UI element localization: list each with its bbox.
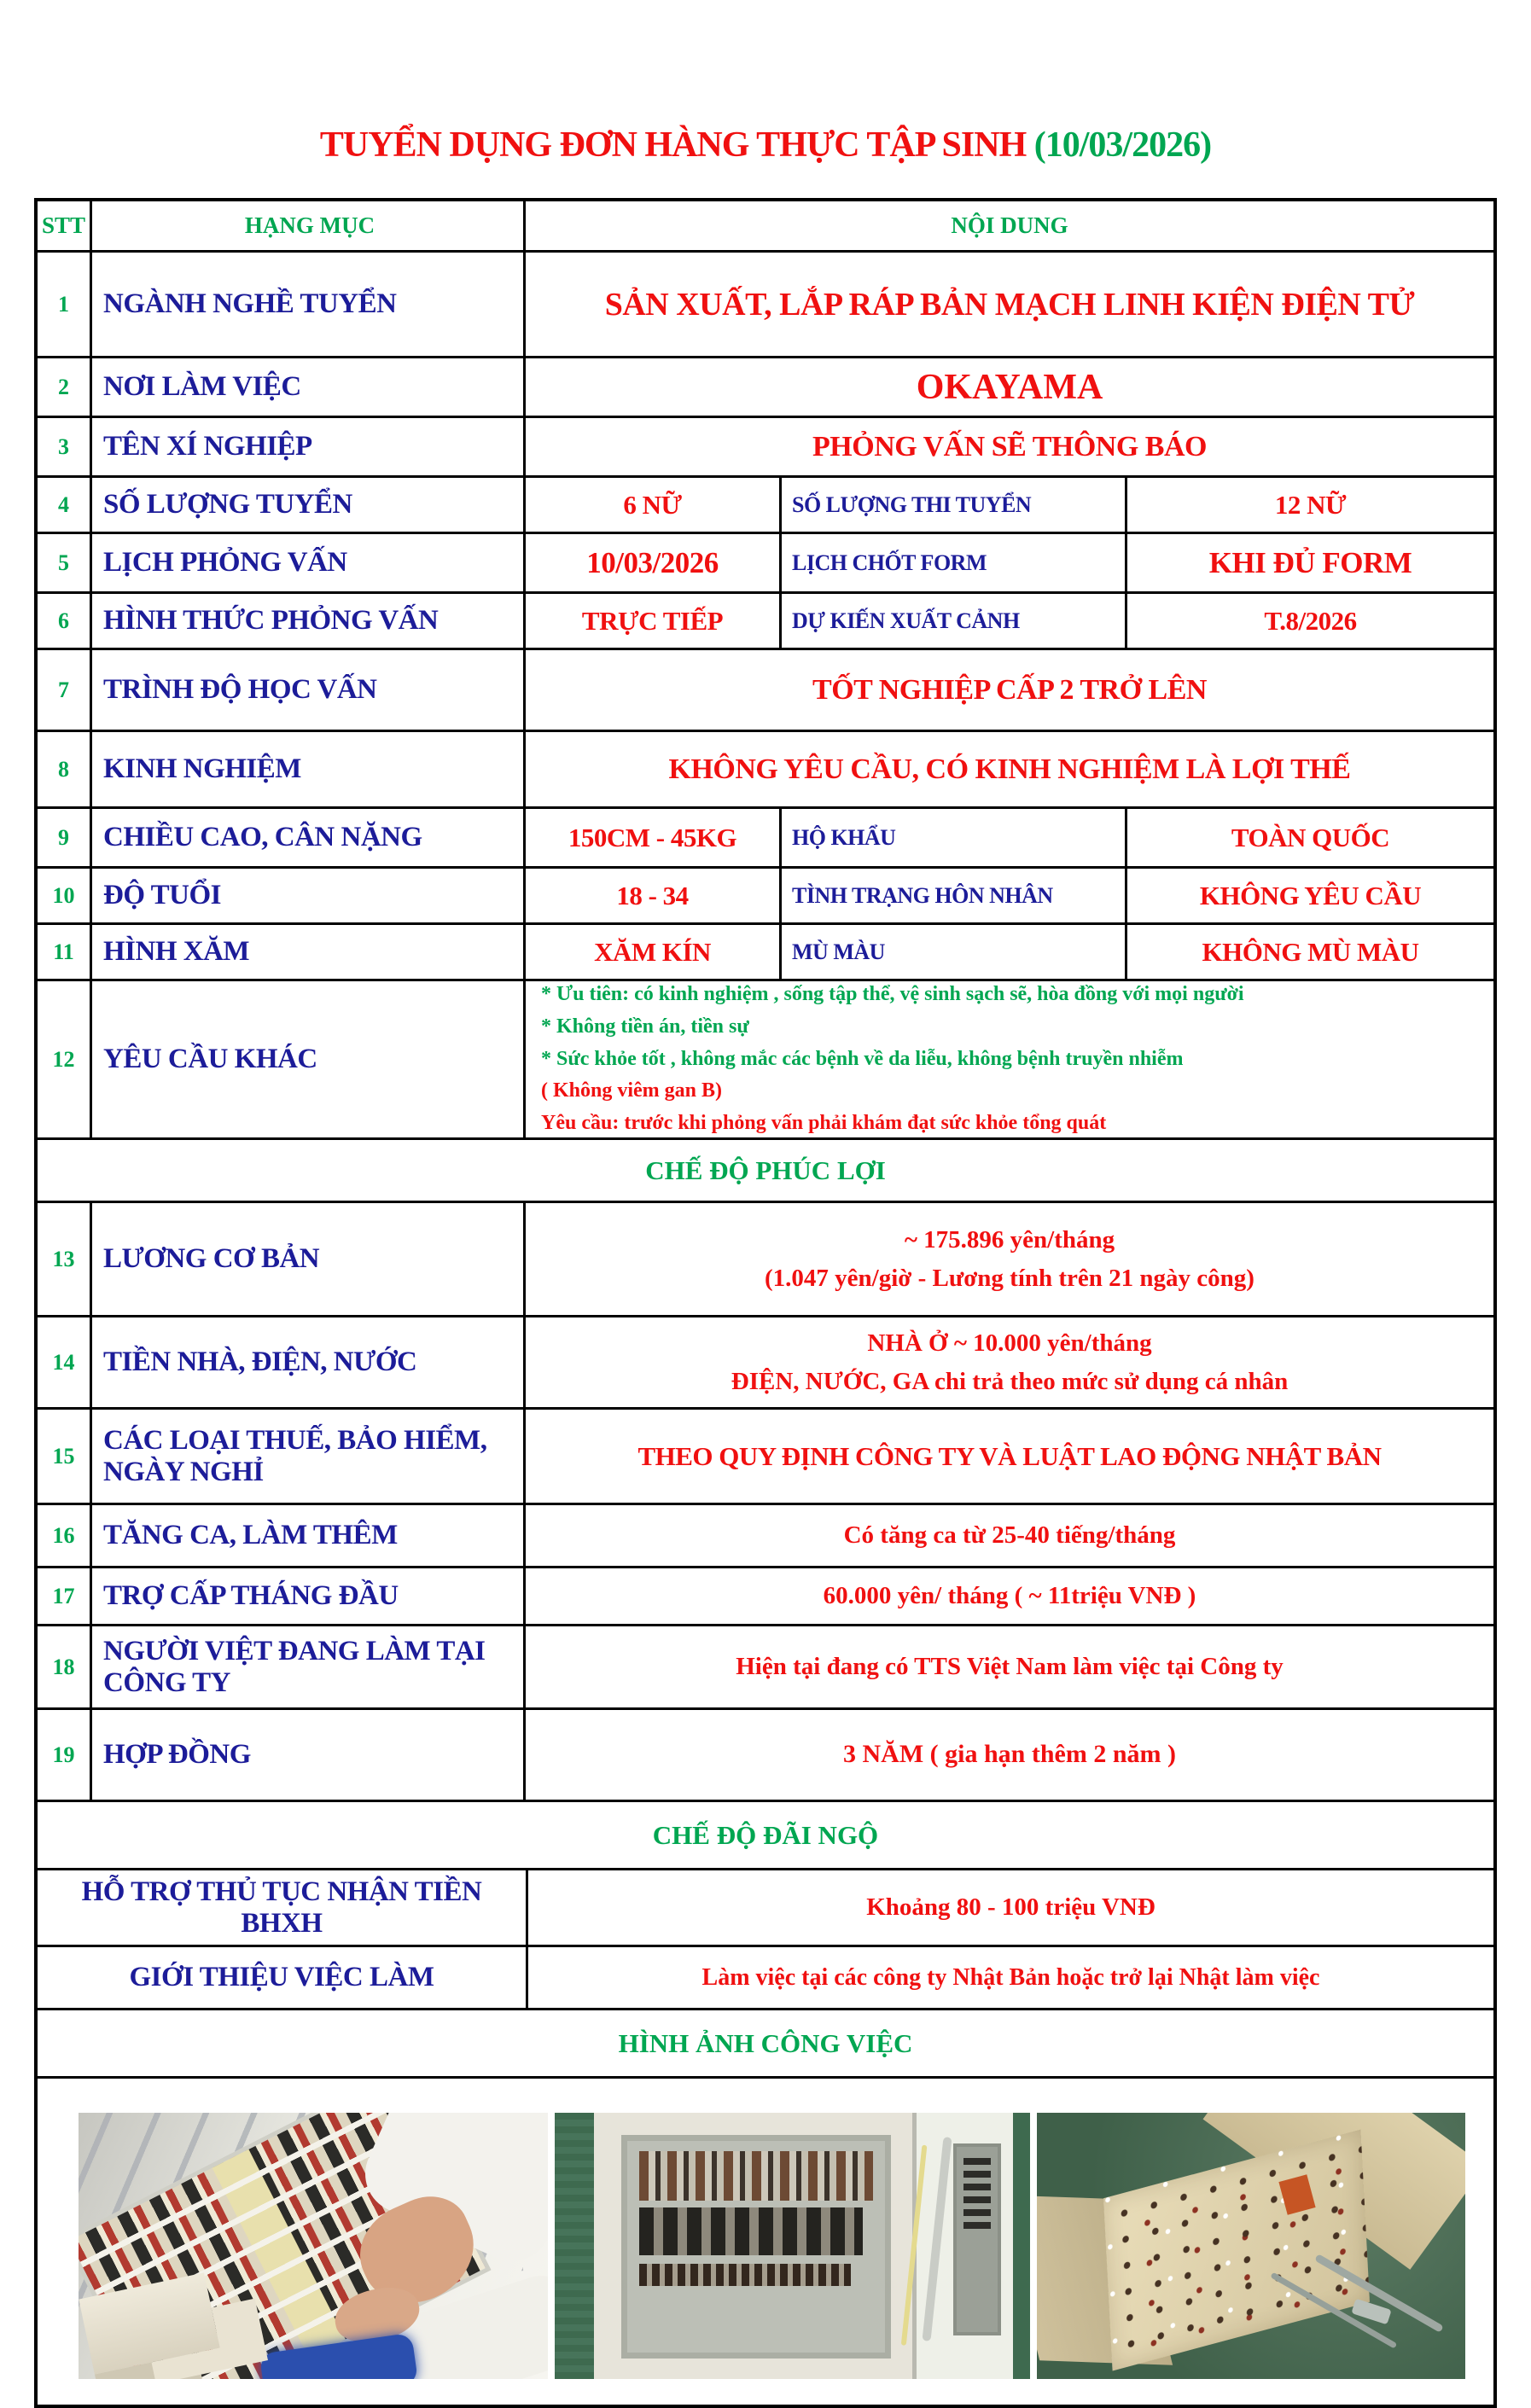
category-label: NGƯỜI VIỆT ĐANG LÀM TẠI CÔNG TY: [92, 1626, 526, 1707]
row-number: 10: [38, 869, 92, 922]
content-value-1: 18 - 34: [526, 869, 782, 922]
section-phuc-loi: [38, 1140, 1493, 1203]
content-value: Hiện tại đang có TTS Việt Nam làm việc tại Công ty: [736, 1653, 1284, 1681]
category-label: KINH NGHIỆM: [92, 732, 526, 806]
row-tro-cap-thang-dau: [38, 1568, 1493, 1626]
photo2-relay-row: [639, 2151, 873, 2201]
category-label: NGÀNH NGHỀ TUYỂN: [92, 253, 526, 356]
row-chieu-cao-can-nang: [38, 809, 1493, 869]
section-hinh-anh: [38, 2010, 1493, 2079]
row-yeu-cau-khac: [38, 981, 1493, 1140]
row-number: 8: [38, 732, 92, 806]
note-line: * Không tiền án, tiền sự: [541, 1015, 749, 1038]
note-line: * Sức khỏe tốt , không mắc các bệnh về da liễu, không bệnh truyền nhiễm: [541, 1047, 1184, 1070]
content-value-1: 150CM - 45KG: [526, 809, 782, 866]
row-number: 13: [38, 1203, 92, 1315]
photo2-green-floor-left: [555, 2113, 594, 2379]
photo1-worker-hand-2: [330, 2281, 424, 2348]
photo1-worker-sleeve-2: [384, 2267, 548, 2379]
photo2-cabinet-door: [912, 2113, 1013, 2379]
content-value: THEO QUY ĐỊNH CÔNG TY VÀ LUẬT LAO ĐỘNG NHẬT BẢN: [637, 1440, 1382, 1471]
photo1-yellow-strip: [205, 2134, 358, 2379]
content-value-2: 12 NỮ: [1274, 489, 1347, 520]
row-number: 14: [38, 1317, 92, 1407]
photo1-blue-wires: [259, 2333, 419, 2379]
content-value-2: KHÔNG MÙ MÀU: [1202, 936, 1419, 967]
header-content: NỘI DUNG: [951, 212, 1068, 238]
row-number: 19: [38, 1710, 92, 1800]
salary-value: [526, 1203, 1493, 1315]
content-value: KHÔNG YÊU CẦU, CÓ KINH NGHIỆM LÀ LỢI THẾ: [668, 753, 1351, 785]
row-tien-nha-dien-nuoc: [38, 1317, 1493, 1410]
photo1-worker-hand: [345, 2184, 490, 2320]
photo1-worker-sleeve: [352, 2113, 548, 2274]
content-value-1: 10/03/2026: [526, 534, 782, 591]
content-value: Làm việc tại các công ty Nhật Bản hoặc trở lại Nhật làm việc: [701, 1963, 1320, 1991]
content-value: 3 NĂM ( gia hạn thêm 2 năm ): [843, 1740, 1176, 1769]
row-noi-lam-viec: [38, 358, 1493, 418]
sub-category-label: MÙ MÀU: [782, 925, 1127, 979]
note-line: * Ưu tiên: có kinh nghiệm , sống tập thể, vệ sinh sạch sẽ, hòa đồng với mọi người: [541, 982, 1244, 1005]
content-value-1: XĂM KÍN: [526, 925, 782, 979]
photo3-back-panel: [1203, 2113, 1465, 2270]
category-label: HÌNH XĂM: [92, 925, 526, 979]
row-hinh-xam: [38, 925, 1493, 981]
sub-category-label: LỊCH CHỐT FORM: [782, 534, 1127, 591]
row-ten-xi-nghiep: [38, 418, 1493, 478]
content-value: PHỎNG VẤN SẼ THÔNG BÁO: [812, 430, 1207, 462]
content-value: Khoảng 80 - 100 triệu VNĐ: [866, 1893, 1156, 1922]
row-do-tuoi: [38, 869, 1493, 925]
row-number: 11: [38, 925, 92, 979]
category-label: LỊCH PHỎNG VẤN: [92, 534, 526, 591]
row-trinh-do-hoc-van: [38, 650, 1493, 732]
housing-value: [526, 1317, 1493, 1407]
photo3-power-plug: [1351, 2299, 1391, 2325]
row-number: 7: [38, 650, 92, 730]
category-label: YÊU CẦU KHÁC: [92, 981, 526, 1137]
photo2-hanging-wires: [922, 2137, 952, 2341]
photo1-wire-rack: [79, 2113, 492, 2379]
category-label-text: HỖ TRỢ THỦ TỤC NHẬN TIỀN BHXH: [81, 1876, 482, 1939]
row-lich-phong-van: [38, 534, 1493, 594]
section-title: CHẾ ĐỘ ĐÃI NGỘ: [652, 1819, 879, 1850]
requirements-notes: [526, 981, 1493, 1137]
category-label: TĂNG CA, LÀM THÊM: [92, 1505, 526, 1566]
photo2-terminal-row: [639, 2264, 851, 2286]
recruitment-table: [34, 198, 1497, 2408]
content-value: 60.000 yên/ tháng ( ~ 11triệu VNĐ ): [823, 1582, 1196, 1610]
category-label: CHIỀU CAO, CÂN NẶNG: [92, 809, 526, 866]
photo3-chassis-base: [1103, 2130, 1370, 2371]
photo1-white-rails: [79, 2113, 486, 2379]
row-so-luong-tuyen: [38, 478, 1493, 534]
note-line: ( Không viêm gan B): [541, 1079, 723, 1102]
row-number: 12: [38, 981, 92, 1137]
row-nguoi-viet-tai-cong-ty: [38, 1626, 1493, 1710]
page-title: [0, 0, 1531, 198]
photo2-breaker-row: [639, 2207, 863, 2255]
photo3-side-panel: [1037, 2195, 1173, 2365]
page-title-date: (10/03/2026): [1033, 125, 1212, 165]
photos-strip: [79, 2113, 1493, 2379]
row-hinh-thuc-phong-van: [38, 594, 1493, 650]
row-gioi-thieu-viec-lam: [38, 1947, 1493, 2010]
content-value-2: KHÔNG YÊU CẦU: [1199, 880, 1422, 910]
section-dai-ngo: [38, 1802, 1493, 1870]
row-number: 15: [38, 1410, 92, 1503]
photo1-metal-frame: [79, 2113, 523, 2312]
row-tang-ca: [38, 1505, 1493, 1568]
header-stt: STT: [38, 201, 92, 250]
photo2-side-rail-modules: [963, 2152, 991, 2229]
sub-category-label: HỘ KHẨU: [782, 809, 1127, 866]
row-number: 2: [38, 358, 92, 416]
row-number: 1: [38, 253, 92, 356]
row-number: 5: [38, 534, 92, 591]
category-label: TRỢ CẤP THÁNG ĐẦU: [92, 1568, 526, 1624]
photo2-mounting-plate: [621, 2135, 891, 2359]
row-luong-co-ban: [38, 1203, 1493, 1317]
category-label: SỐ LƯỢNG TUYỂN: [92, 478, 526, 532]
photo-open-chassis-board: [1037, 2113, 1465, 2379]
table-header-row: [38, 201, 1493, 253]
content-value-1: TRỰC TIẾP: [526, 594, 782, 648]
salary-line-2: (1.047 yên/giờ - Lương tính trên 21 ngày công): [765, 1264, 1254, 1292]
row-number: 6: [38, 594, 92, 648]
section-title: HÌNH ẢNH CÔNG VIỆC: [618, 2027, 913, 2058]
photo-wire-harness-assembly: [79, 2113, 548, 2379]
category-label: TRÌNH ĐỘ HỌC VẤN: [92, 650, 526, 730]
content-value-2: T.8/2026: [1264, 605, 1357, 636]
page-title-text: TUYỂN DỤNG ĐƠN HÀNG THỰC TẬP SINH: [319, 125, 1034, 165]
photo2-green-floor-right: [1013, 2113, 1030, 2379]
row-ho-tro-bhxh: [38, 1870, 1493, 1947]
content-value: OKAYAMA: [916, 367, 1103, 407]
row-number: 4: [38, 478, 92, 532]
category-label: ĐỘ TUỔI: [92, 869, 526, 922]
category-label: LƯƠNG CƠ BẢN: [92, 1203, 526, 1315]
header-category: HẠNG MỤC: [92, 201, 526, 250]
content-value: TỐT NGHIỆP CẤP 2 TRỞ LÊN: [812, 673, 1207, 706]
category-label: HÌNH THỨC PHỎNG VẤN: [92, 594, 526, 648]
row-number: 3: [38, 418, 92, 475]
photo3-components: [1103, 2130, 1370, 2371]
row-thue-bao-hiem: [38, 1410, 1493, 1505]
sub-category-label: DỰ KIẾN XUẤT CẢNH: [782, 594, 1127, 648]
content-value-2: KHI ĐỦ FORM: [1208, 545, 1412, 579]
category-label: GIỚI THIỆU VIỆC LÀM: [38, 1947, 528, 2008]
housing-line-2: ĐIỆN, NƯỚC, GA chi trả theo mức sử dụng cá nhân: [731, 1367, 1289, 1395]
category-label: NƠI LÀM VIỆC: [92, 358, 526, 416]
row-kinh-nghiem: [38, 732, 1493, 809]
category-label: TIỀN NHÀ, ĐIỆN, NƯỚC: [92, 1317, 526, 1407]
sub-category-label: TÌNH TRẠNG HÔN NHÂN: [782, 869, 1127, 922]
photo1-connectors: [79, 2272, 219, 2374]
category-label: TÊN XÍ NGHIỆP: [92, 418, 526, 475]
row-number: 18: [38, 1626, 92, 1707]
content-value: Có tăng ca từ 25-40 tiếng/tháng: [843, 1521, 1176, 1550]
row-number: 9: [38, 809, 92, 866]
category-label: CÁC LOẠI THUẾ, BẢO HIỂM, NGÀY NGHỈ: [92, 1410, 526, 1503]
content-value: SẢN XUẤT, LẮP RÁP BẢN MẠCH LINH KIỆN ĐIỆN TỬ: [604, 286, 1415, 323]
photo3-power-cord: [1314, 2254, 1444, 2333]
photo2-side-rail: [953, 2143, 1001, 2335]
row-number: 16: [38, 1505, 92, 1566]
content-value-1: 6 NỮ: [526, 478, 782, 532]
row-nganh-nghe-tuyen: [38, 253, 1493, 358]
row-hop-dong: [38, 1710, 1493, 1802]
category-label: HỢP ĐỒNG: [92, 1710, 526, 1800]
row-number: 17: [38, 1568, 92, 1624]
salary-line-1: ~ 175.896 yên/tháng: [904, 1225, 1115, 1253]
content-value-2: TOÀN QUỐC: [1231, 822, 1390, 852]
section-title: CHẾ ĐỘ PHÚC LỢI: [645, 1155, 886, 1185]
photo3-orange-relay: [1278, 2174, 1315, 2214]
photos-row: [38, 2079, 1493, 2405]
sub-category-label: SỐ LƯỢNG THI TUYỂN: [782, 478, 1127, 532]
housing-line-1: NHÀ Ở ~ 10.000 yên/tháng: [867, 1329, 1152, 1357]
category-label: [38, 1870, 528, 1945]
note-line: Yêu cầu: trước khi phỏng vấn phải khám đạt sức khỏe tổng quát: [541, 1112, 1107, 1135]
photo-control-cabinet: [555, 2113, 1030, 2379]
